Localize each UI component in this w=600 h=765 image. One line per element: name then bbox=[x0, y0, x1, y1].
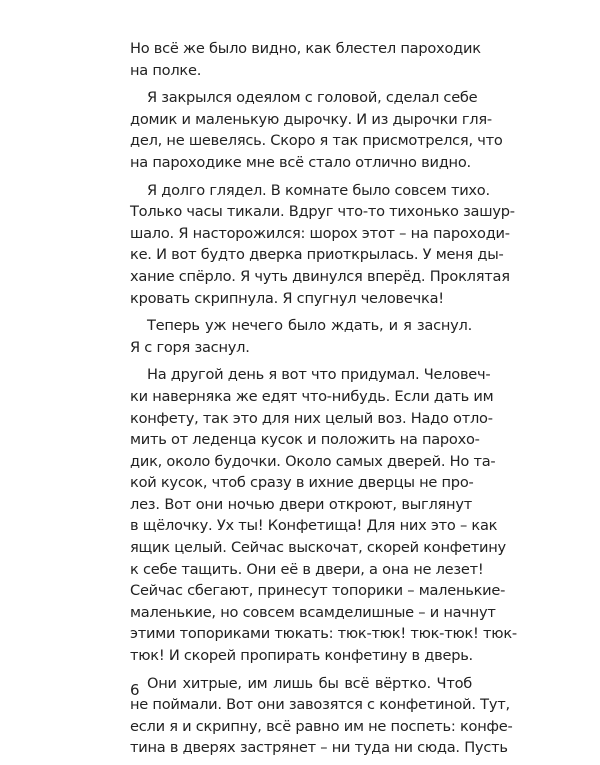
paragraph bbox=[130, 315, 472, 358]
text-line: Только часы тикали. Вдруг что-то тихонько зашур- bbox=[130, 203, 515, 221]
text-line: Я с горя заснул. bbox=[130, 338, 250, 356]
text-block bbox=[130, 38, 517, 765]
text-line: тюк! И скорей пропирать конфетину в дверь. bbox=[130, 647, 473, 665]
paragraph bbox=[130, 87, 503, 173]
text-line: не поймали. Вот они завозятся с конфетиной. Тут, bbox=[130, 696, 510, 714]
text-line: ке. И вот будто дверка приоткрылась. У меня ды- bbox=[130, 246, 504, 264]
text-line: лез. Вот они ночью двери откроют, выглянут bbox=[130, 495, 472, 513]
text-line: маленькие, но совсем всамделишные – и начнут bbox=[130, 603, 496, 621]
text-line: кровать скрипнула. Я спугнул человечка! bbox=[130, 289, 444, 307]
text-line: мить от леденца кусок и положить на пароxо- bbox=[130, 431, 480, 449]
text-line: дик, около будочки. Около самых дверей. Но та- bbox=[130, 452, 496, 470]
text-line: Теперь уж нечего было ждать, и я заснул. bbox=[147, 317, 472, 335]
text-line: шало. Я насторожился: шорох этот – на пароходи- bbox=[130, 224, 510, 242]
paragraph bbox=[130, 180, 515, 310]
text-line: Но всё же было видно, как блестел пароходик bbox=[130, 40, 481, 57]
text-line: На другой день я вот что придумал. Человеч- bbox=[147, 366, 491, 384]
paragraph bbox=[130, 38, 481, 81]
text-line: ки наверняка же едят что-нибудь. Если дать им bbox=[130, 387, 494, 405]
text-line: этими топориками тюкать: тюк-тюк! тюк-тюк! тюк- bbox=[130, 625, 517, 643]
text-line: если я и скрипну, всё равно им не поспеть: конфе- bbox=[130, 717, 513, 735]
text-line: на полке. bbox=[130, 61, 202, 79]
text-line: Я долго глядел. В комнате было совсем тихо. bbox=[147, 181, 490, 199]
text-line: в щёлочку. Ух ты! Конфетища! Для них это – как bbox=[130, 517, 498, 535]
text-line: конфету, так это для них целый воз. Надо отло- bbox=[130, 409, 493, 427]
text-line: кой кусок, чтоб сразу в ихние дверцы не про- bbox=[130, 474, 474, 492]
text-line: ящик целый. Сейчас выскочат, скорей конфетину bbox=[130, 539, 506, 557]
text-line: Сейчас сбегают, принесут топорики – маленькие- bbox=[130, 582, 506, 600]
text-line: Я закрылся одеялом с головой, сделал себе bbox=[147, 89, 478, 107]
text-line: хание спёрло. Я чуть двинулся вперёд. Проклятая bbox=[130, 267, 510, 285]
paragraph bbox=[130, 673, 513, 759]
page-number: 6 bbox=[130, 681, 140, 699]
text-line: к себе тащить. Они её в двери, а она не лезет! bbox=[130, 560, 484, 578]
text-line: домик и маленькую дырочку. И из дырочки гля- bbox=[130, 110, 492, 128]
text-line: дел, не шевелясь. Скоро я так присмотрелся, что bbox=[130, 132, 503, 150]
text-line: тина в дверях застрянет – ни туда ни сюда. Пусть bbox=[130, 739, 508, 757]
text-line: на пароходике мне всё стало отлично видно. bbox=[130, 153, 471, 171]
paragraph bbox=[130, 364, 517, 666]
text-line: Они хитрые, им лишь бы всё вёртко. Чтоб bbox=[147, 674, 472, 692]
